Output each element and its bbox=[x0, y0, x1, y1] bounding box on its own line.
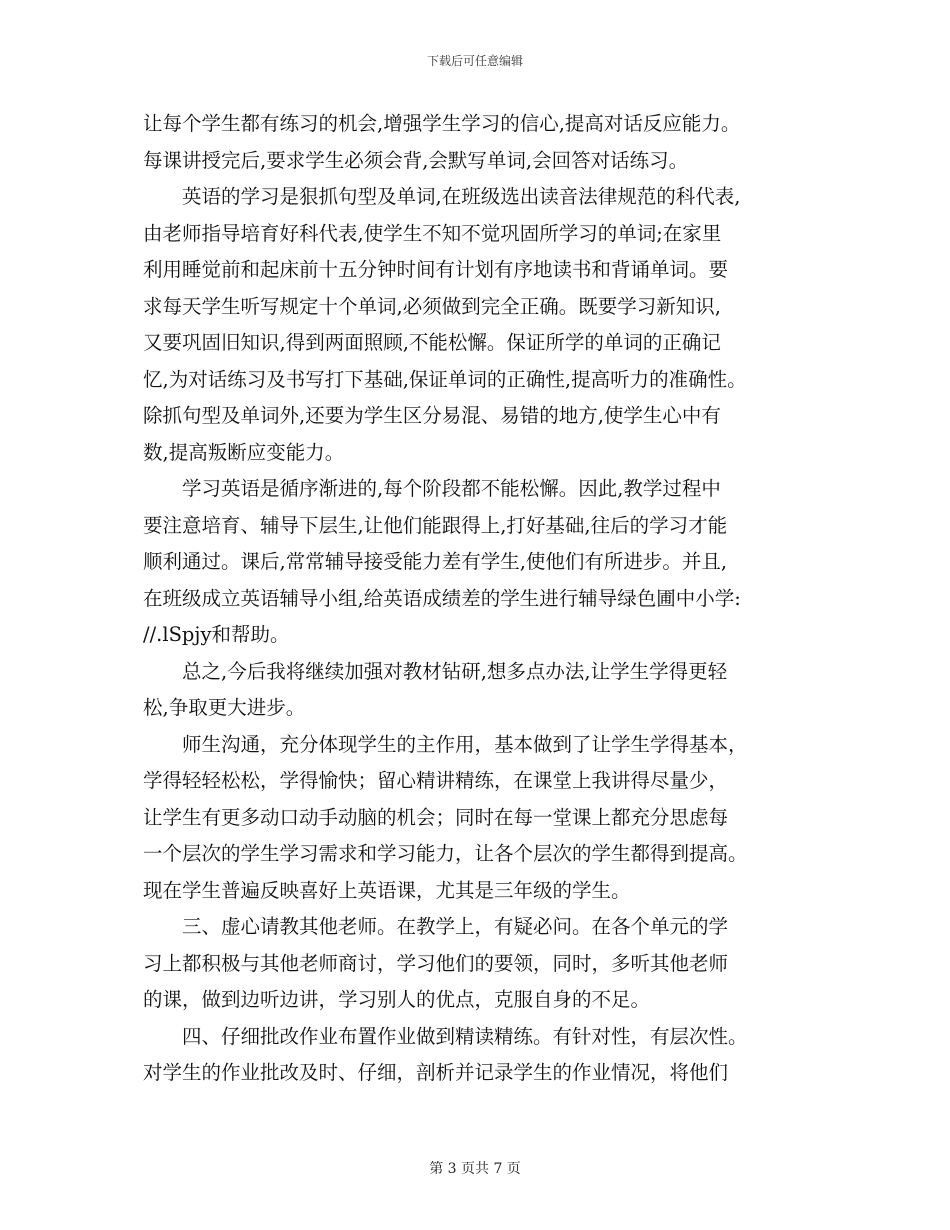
text-line: 顺利通过。课后,常常辅导接受能力差有学生,使他们有所进步。并且, bbox=[143, 550, 728, 573]
text-line: 师生沟通，充分体现学生的主作用，基本做到了让学生学得基本， bbox=[143, 732, 748, 756]
text-line: 求每天学生听写规定十个单词,必须做到完全正确。既要学习新知识, bbox=[143, 294, 721, 318]
text-line: 四、仔细批改作业布置作业做到精读精练。有针对性，有层次性。 bbox=[143, 1024, 748, 1048]
text-line: 总之,今后我将继续加强对教材钻研,想多点办法,让学生学得更轻 bbox=[143, 659, 728, 683]
text-line: 三、虚心请教其他老师。在教学上，有疑必问。在各个单元的学 bbox=[143, 915, 729, 938]
text-line: 松,争取更大进步。 bbox=[143, 696, 306, 719]
text-line: 又要巩固旧知识,得到两面照顾,不能松懈。保证所学的单词的正确记 bbox=[143, 331, 721, 354]
page-header: 下载后可任意编辑 bbox=[426, 54, 523, 68]
text-line: 现在学生普遍反映喜好上英语课，尤其是三年级的学生。 bbox=[143, 878, 631, 902]
text-line: 对学生的作业批改及时、仔细，剖析并记录学生的作业情况，将他们 bbox=[143, 1061, 729, 1084]
text-line: 学得轻轻松松，学得愉快；留心精讲精练，在课堂上我讲得尽量少， bbox=[143, 769, 729, 792]
document-body bbox=[143, 106, 823, 1092]
text-line: 的课，做到边听边讲，学习别人的优点，克服自身的不足。 bbox=[143, 988, 651, 1011]
text-line: 习上都积极与其他老师商讨，学习他们的要领，同时，多听其他老师 bbox=[143, 951, 729, 975]
text-line: 每课讲授完后,要求学生必须会背,会默写单词,会回答对话练习。 bbox=[143, 148, 689, 172]
text-line: 学习英语是循序渐进的,每个阶段都不能松懈。因此,教学过程中 bbox=[143, 477, 721, 500]
text-line: //.lSpjy和帮助。 bbox=[143, 623, 290, 646]
text-line: 利用睡觉前和起床前十五分钟时间有计划有序地读书和背诵单词。要 bbox=[143, 258, 729, 281]
page-number-footer: 第 3 页共 7 页 bbox=[429, 1161, 521, 1177]
text-line: 除抓句型及单词外,还要为学生区分易混、易错的地方,使学生心中有 bbox=[143, 404, 721, 427]
text-line: 让学生有更多动口动手动脑的机会；同时在每一堂课上都充分思虑每 bbox=[143, 805, 729, 829]
text-line: 让每个学生都有练习的机会,增强学生学习的信心,提高对话反应能力。 bbox=[143, 112, 741, 135]
text-line: 英语的学习是狠抓句型及单词,在班级选出读音法律规范的科代表, bbox=[143, 185, 741, 208]
text-line: 忆,为对话练习及书写打下基础,保证单词的正确性,提高听力的准确性。 bbox=[143, 367, 747, 391]
text-line: 要注意培育、辅导下层生,让他们能跟得上,打好基础,往后的学习才能 bbox=[143, 513, 728, 537]
text-line: 在班级成立英语辅导小组,给英语成绩差的学生进行辅导绿色圃中小学: bbox=[143, 586, 741, 610]
text-line: 一个层次的学生学习需求和学习能力，让各个层次的学生都得到提高。 bbox=[143, 842, 748, 865]
text-line: 数,提高叛断应变能力。 bbox=[143, 440, 345, 464]
text-line: 由老师指导培育好科代表,使学生不知不觉巩固所学习的单词;在家里 bbox=[143, 221, 722, 245]
